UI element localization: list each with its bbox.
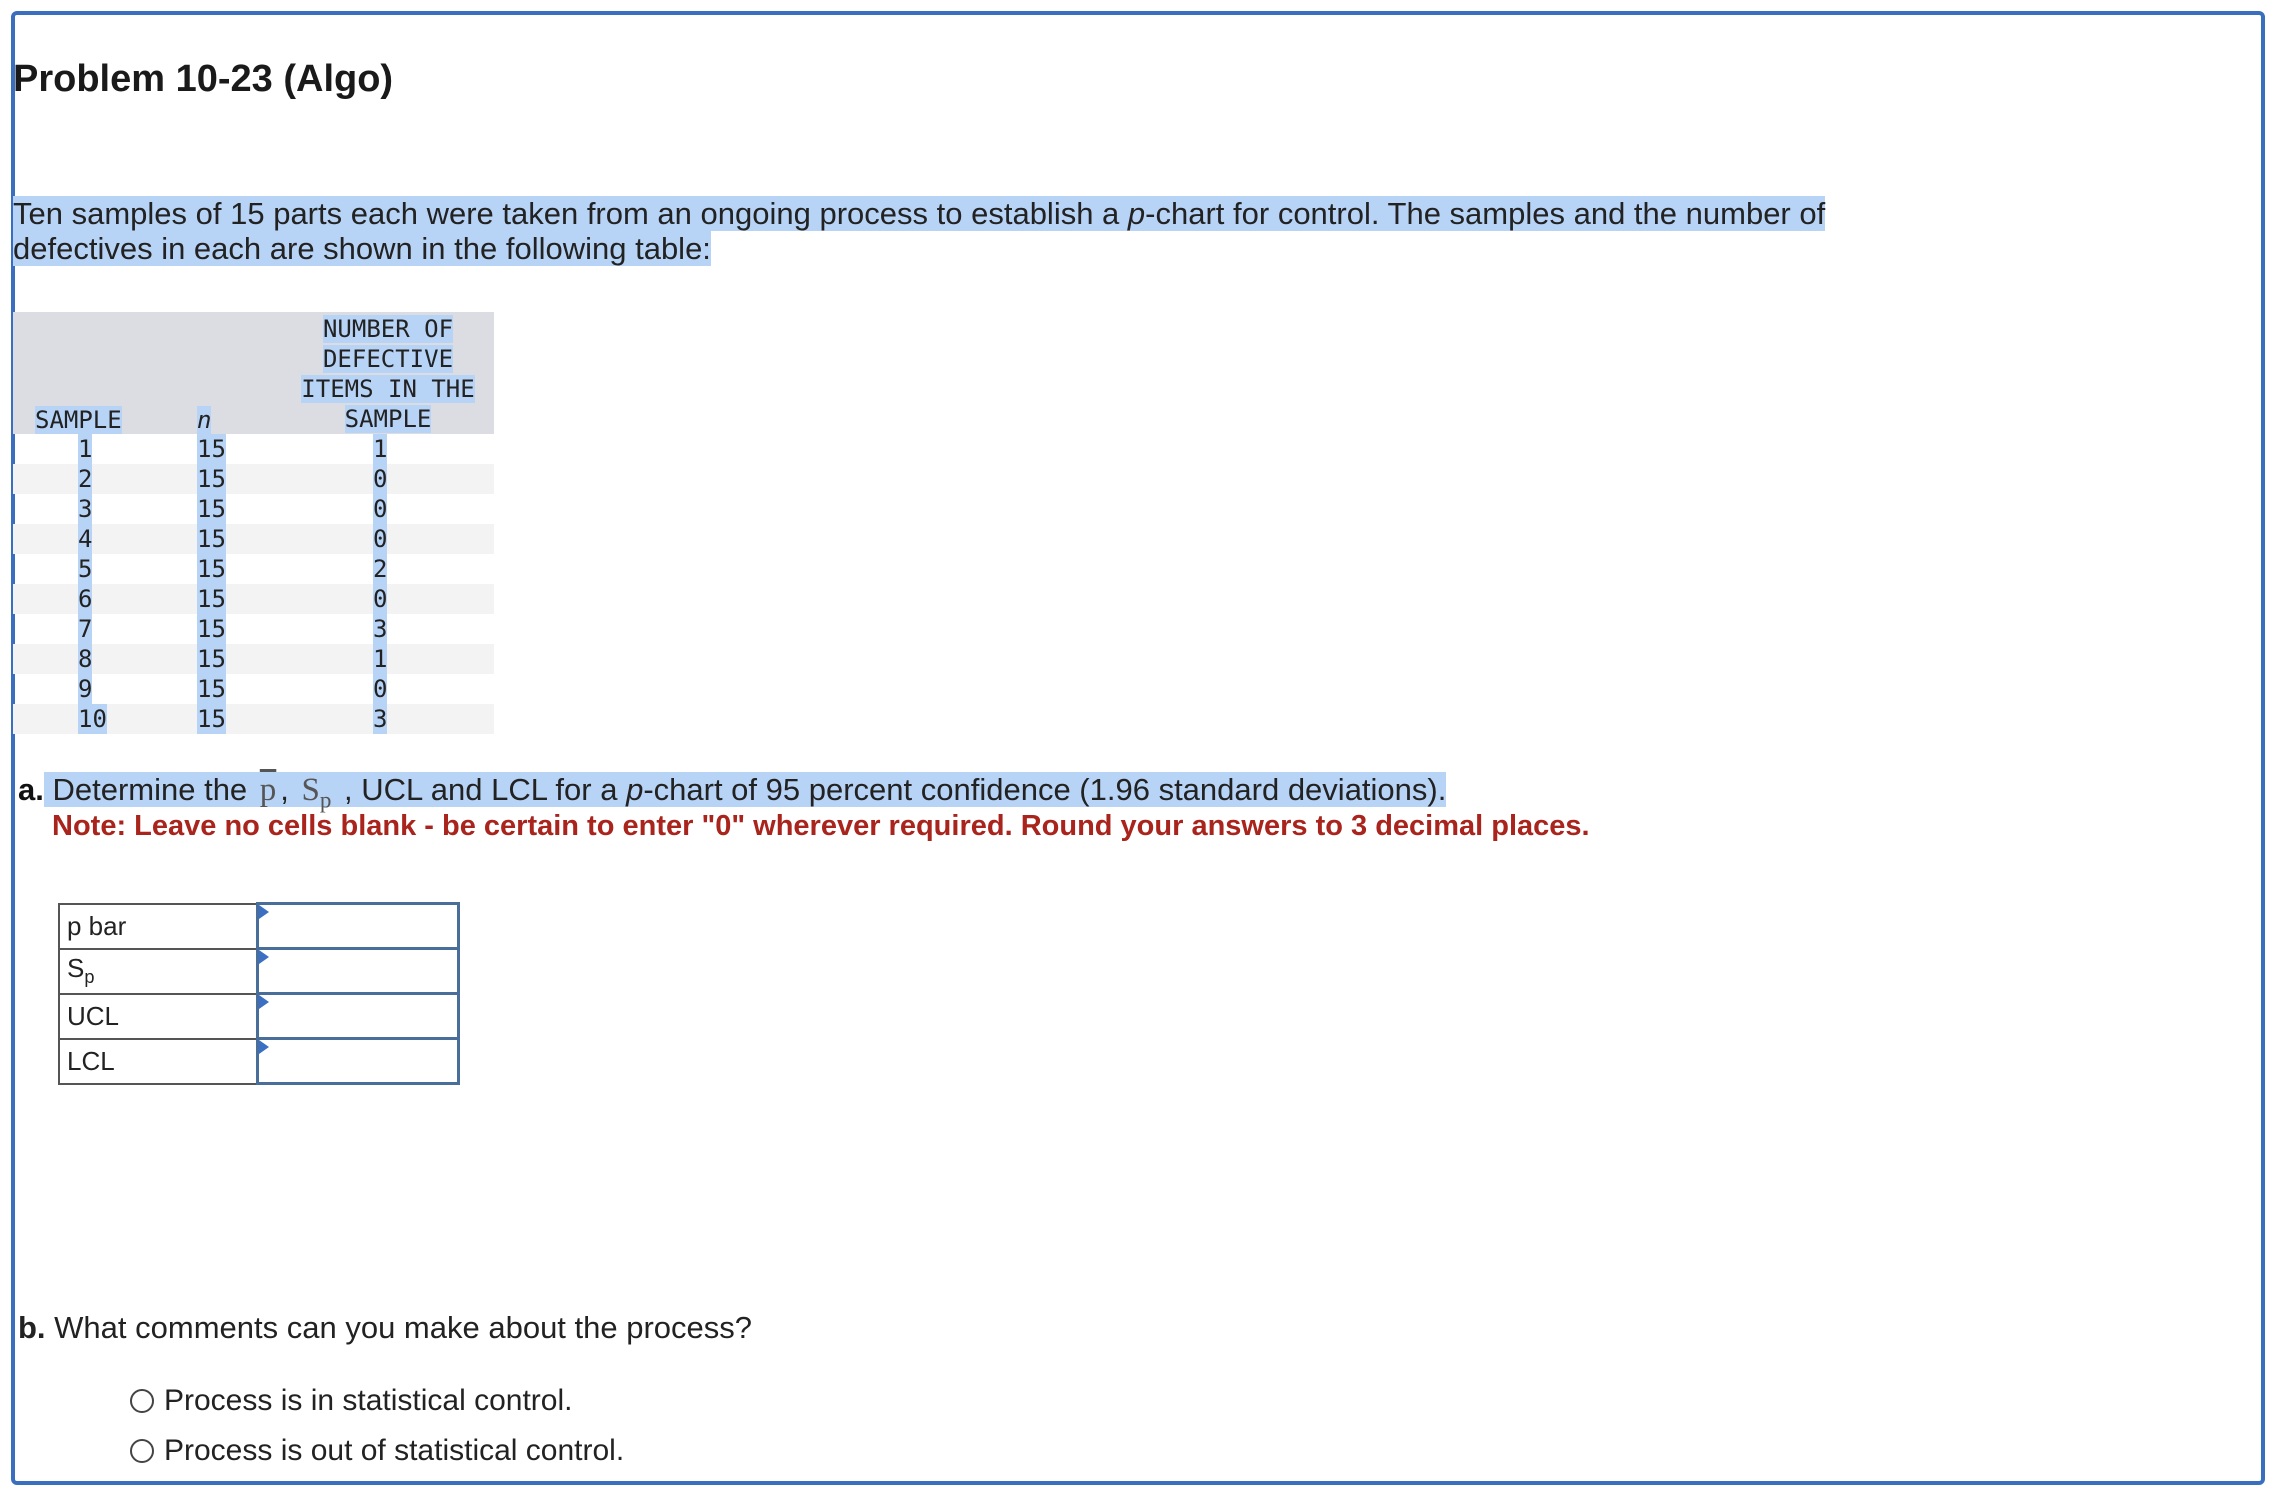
table-row: 1 15 1 (78, 435, 388, 463)
table-row: 8 15 1 (13, 644, 494, 674)
sp-input[interactable] (259, 950, 457, 992)
answer-label: $S_p$ (59, 949, 257, 994)
table-row: 4 15 0 (13, 524, 494, 554)
answer-row-sp (59, 949, 458, 994)
answer-row-lcl (59, 1039, 458, 1084)
table-row: 10 15 3 (13, 704, 494, 734)
radio-button[interactable] (130, 1389, 154, 1413)
answer-label: LCL (59, 1039, 257, 1084)
answer-label: p bar (59, 904, 257, 949)
data-table-header (13, 312, 494, 434)
header-n: n (197, 406, 212, 434)
radio-button[interactable] (130, 1439, 154, 1463)
table-row: 9 15 0 (78, 675, 388, 703)
pbar-symbol: $\overline{p}$ (259, 772, 277, 808)
answer-row-ucl (59, 994, 458, 1039)
table-row: 5 15 2 (78, 555, 388, 583)
problem-intro: Ten samples of 15 parts each were taken from an ongoing process to establish a p-chart for control. The samples and the number of defectives in each are shown in the following table: (13, 196, 1826, 266)
answer-row-pbar (59, 904, 458, 949)
table-row: 3 15 0 (78, 495, 388, 523)
header-defective: NUMBER OF DEFECTIVE ITEMS IN THE SAMPLE (301, 315, 475, 433)
option-in-control[interactable]: Process is in statistical control. (130, 1384, 572, 1418)
part-b-question: b. What comments can you make about the process? (18, 1310, 753, 1345)
pbar-input[interactable] (259, 905, 457, 947)
ucl-input[interactable] (259, 995, 457, 1037)
table-row: 7 15 3 (78, 615, 388, 643)
header-sample: SAMPLE (35, 406, 122, 434)
part-a-question: a. Determine the $\overline{p}$ , $S_p$ , UCL and LCL for a p-chart of 95 percent confidence (1.96 standard deviations). (18, 772, 1447, 813)
defects-data-table (13, 312, 494, 734)
sp-symbol: $S_p$ (301, 772, 332, 813)
table-row: 2 15 0 (13, 464, 494, 494)
option-out-of-control[interactable]: Process is out of statistical control. (130, 1434, 624, 1468)
part-a-note: Note: Leave no cells blank - be certain to enter "0" wherever required. Round your answers to 3 decimal places. (52, 810, 1590, 842)
table-row: 6 15 0 (13, 584, 494, 614)
answer-label: UCL (59, 994, 257, 1039)
answer-table (58, 902, 460, 1085)
problem-title: Problem 10-23 (Algo) (13, 58, 394, 100)
lcl-input[interactable] (259, 1040, 457, 1082)
